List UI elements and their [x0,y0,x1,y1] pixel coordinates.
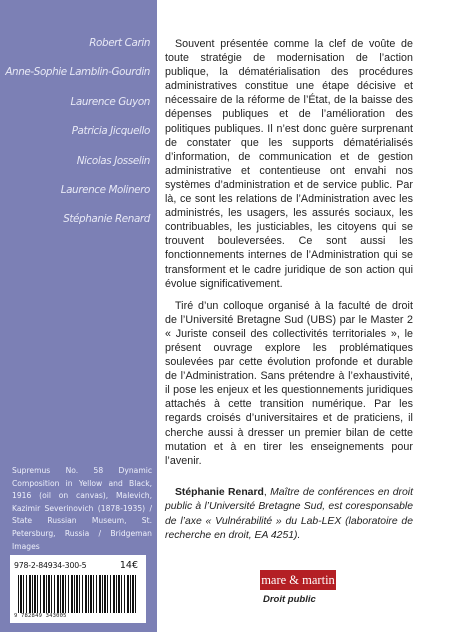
publisher-logo: mare & martin [260,570,336,590]
author-name: Laurence Guyon [70,95,150,108]
isbn-row [14,558,142,572]
bio-text: , est coresponsable de l’axe « [165,501,414,527]
author-name: Laurence Molinero [60,183,150,196]
author-name: Stéphanie Renard [63,213,150,226]
summary-paragraph: Tiré d’un colloque organisé à la faculté de droit de l’Université Bretagne Sud (UBS) par le Master 2 « Juriste conseil des collectivités territoriales », le présent ouvrage explore les problématiques soulevées par cette évolution profonde et durable de l’Administration. Sans prétendre à l’exhaustivité, il pose les enjeux et les questionnements juridiques attachés à cette transition numérique. Par les regards croisés d’universitaires et de praticiens, il cherche aussi à dresser un premier bilan de cette mutation et à en tirer les enseignements pour l’avenir. [165,299,413,467]
editor-name: Stéphanie Renard [175,487,264,498]
author-name: Anne-Sophie Lamblin-Gourdin [5,66,150,79]
price: 14€ [119,559,138,571]
author-name: Robert Carin [89,37,150,49]
author-name: Patricia Jicquello [71,125,150,138]
editor-bio [165,486,413,544]
barcode [18,575,136,613]
bio-separator: , [263,487,271,498]
isbn: 978-2-84934-300-5 [14,560,87,570]
research-axis: Vulnérabilité [215,515,273,527]
back-cover-text [165,37,413,476]
barcode-panel [10,555,146,623]
author-list [0,36,150,242]
barcode-digits: 9 782849 343005 [14,613,67,619]
author-sidebar [0,0,157,632]
collection-name: Droit public [263,594,316,605]
bio-text: (laboratoire de recherche en droit, EA 4251). [165,515,413,542]
summary-paragraph: Souvent présentée comme la clef de voûte de toute stratégie de modernisation de l’action publique, la dématérialisation des procédures administratives constitue une étape décisive et nécessaire de la réforme de l’État, de la baisse des dépenses publiques et de l’amélioration des politiques publiques. Il n’est donc guère surprenant de constater que les supports dématérialisés d’information, de communication et de gestion administrative et contentieuse ont envahi nos systèmes d’administration et de service public. Par là, ce sont les relations de l’Administration avec les administrés, les usagers, les assurés sociaux, les contribuables, les justiciables, les citoyens qui se trouvent bouleversées. Ce sont aussi les fonctionnements internes de l’Administration qui se transforment et le cadre juridique de son action qui évolue significativement. [165,38,413,290]
author-name: Nicolas Josselin [76,154,150,167]
editor-role: Maître de conférences en droit public à l’Université Bretagne Sud [165,487,413,513]
lab-name: Lab-LEX [300,515,342,527]
cover-image-credit: Supremus No. 58 Dynamic Composition in Yellow and Black, 1916 (oil on canvas), Malevich, Kazimir Severinovich (1878-1935) / State Russian Museum, St. Petersburg, Russia / Bridgeman Images [12,466,152,551]
bio-text: » du [272,515,301,527]
